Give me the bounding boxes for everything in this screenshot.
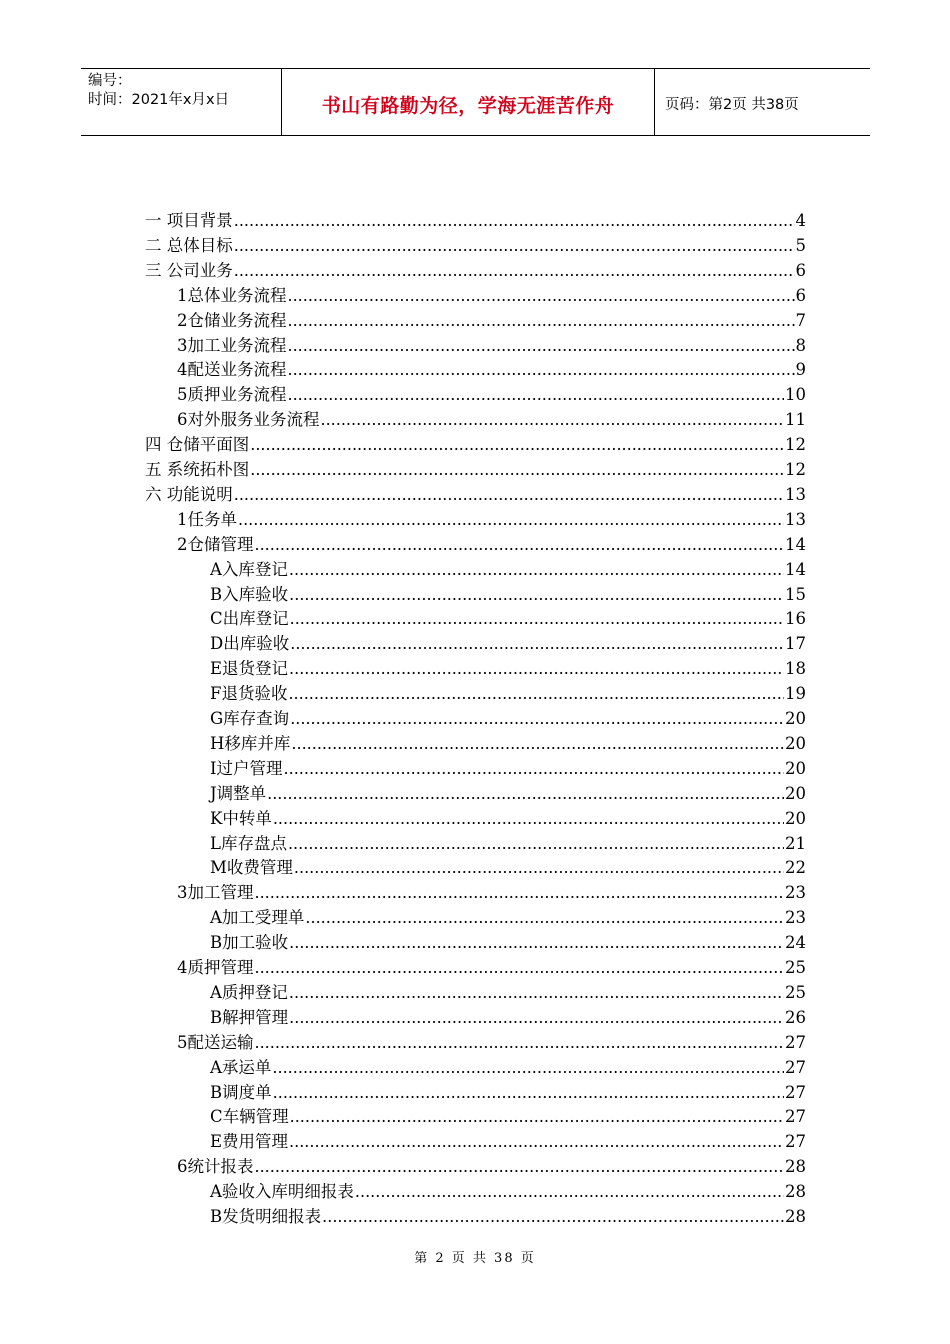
- toc-entry-page: 28: [785, 1182, 806, 1202]
- toc-entry-label: A加工受理单: [210, 908, 305, 928]
- toc-entry-label: 二 总体目标: [145, 235, 233, 255]
- date-label: 时间：2021年x月x日: [88, 92, 230, 108]
- toc-entry[interactable]: [145, 431, 806, 456]
- toc-entry[interactable]: [145, 481, 806, 506]
- toc-entry-page: 16: [785, 609, 806, 629]
- toc-entry-page: 28: [785, 1207, 806, 1226]
- toc-entry[interactable]: [210, 1178, 806, 1203]
- toc-entry[interactable]: [210, 780, 806, 805]
- toc-entry-page: 27: [785, 1057, 806, 1077]
- toc-entry-label: 4配送业务流程: [177, 360, 287, 380]
- toc-entry-page: 21: [785, 833, 806, 853]
- toc-entry-page: 4: [795, 211, 806, 230]
- toc-dot-leader: [272, 1057, 784, 1079]
- toc-dot-leader: [288, 310, 795, 332]
- toc-dot-leader: [290, 708, 784, 730]
- toc-entry-page: 5: [795, 235, 806, 255]
- toc-entry-page: 12: [785, 435, 806, 455]
- toc-entry-page: 6: [795, 260, 806, 280]
- toc-entry-label: K中转单: [210, 808, 272, 828]
- page-footer: 第 2 页 共 38 页: [414, 1251, 536, 1266]
- toc-entry-label: E退货登记: [210, 659, 289, 679]
- toc-entry-label: 四 仓储平面图: [145, 435, 250, 455]
- toc-dot-leader: [288, 335, 795, 357]
- toc-entry-label: 6对外服务业务流程: [177, 410, 320, 430]
- toc-dot-leader: [284, 758, 784, 780]
- toc-dot-leader: [289, 559, 784, 581]
- toc-entry-page: 20: [785, 733, 806, 753]
- toc-dot-leader: [288, 384, 785, 406]
- toc-entry-page: 27: [785, 1132, 806, 1152]
- toc-dot-leader: [288, 683, 784, 705]
- toc-entry-page: 25: [785, 982, 806, 1002]
- toc-entry-label: 5质押业务流程: [177, 385, 287, 405]
- toc-dot-leader: [289, 1131, 784, 1153]
- toc-entry-page: 9: [795, 360, 806, 380]
- toc-entry-page: 13: [785, 484, 806, 504]
- toc-entry-label: G库存查询: [210, 709, 290, 728]
- toc-entry-page: 18: [785, 659, 806, 679]
- toc-entry-page: 22: [785, 858, 806, 878]
- toc-entry[interactable]: [177, 879, 806, 904]
- toc-entry-page: 11: [785, 410, 806, 430]
- toc-entry-label: 1任务单: [177, 509, 237, 529]
- toc-entry[interactable]: [177, 356, 806, 381]
- toc-entry-label: 6统计报表: [177, 1157, 254, 1177]
- toc-entry-page: 12: [785, 460, 806, 479]
- toc-entry[interactable]: [210, 854, 806, 879]
- header-meta: [81, 69, 281, 135]
- toc-entry[interactable]: [210, 1203, 806, 1228]
- toc-entry[interactable]: [177, 506, 806, 531]
- toc-entry-label: 5配送运输: [177, 1032, 254, 1052]
- toc-entry-label: 五 系统拓朴图: [145, 460, 250, 479]
- toc-entry-label: 3加工业务流程: [177, 335, 287, 355]
- toc-entry-label: 1总体业务流程: [177, 285, 287, 305]
- toc-entry-page: 26: [785, 1007, 806, 1027]
- header-motto: 书山有路勤为径，学海无涯苦作舟: [281, 69, 655, 135]
- page-header: [81, 68, 870, 136]
- toc-entry-page: 17: [785, 634, 806, 654]
- toc-entry-page: 19: [785, 684, 806, 704]
- toc-entry-label: 一 项目背景: [145, 211, 233, 230]
- toc-entry[interactable]: [210, 655, 806, 680]
- toc-entry-page: 8: [795, 335, 806, 355]
- toc-entry[interactable]: [210, 904, 806, 929]
- toc-entry[interactable]: [210, 929, 806, 954]
- toc-entry[interactable]: [210, 1103, 806, 1128]
- toc-dot-leader: [234, 484, 784, 506]
- toc-dot-leader: [355, 1181, 784, 1203]
- toc-entry-page: 14: [785, 559, 806, 579]
- toc-entry-page: 23: [785, 883, 806, 903]
- toc-entry-label: I过户管理: [210, 758, 283, 778]
- toc-entry[interactable]: [210, 755, 806, 780]
- toc-dot-leader: [289, 1007, 784, 1029]
- toc-entry[interactable]: [210, 581, 806, 606]
- header-page-info: 页码：第2页 共38页: [665, 96, 799, 113]
- toc-entry-page: 20: [785, 783, 806, 803]
- toc-dot-leader: [322, 1206, 784, 1228]
- toc-entry-page: 20: [785, 808, 806, 828]
- toc-entry-page: 27: [785, 1082, 806, 1102]
- toc-entry-label: A承运单: [210, 1057, 272, 1077]
- toc-entry[interactable]: [210, 830, 806, 855]
- toc-entry-label: 4质押管理: [177, 958, 254, 977]
- toc-entry-label: 2仓储管理: [177, 534, 254, 554]
- toc-entry[interactable]: [177, 282, 806, 307]
- toc-entry[interactable]: [210, 979, 806, 1004]
- toc-entry[interactable]: [210, 730, 806, 755]
- toc-dot-leader: [289, 584, 784, 606]
- toc-entry-page: 15: [785, 584, 806, 604]
- toc-dot-leader: [294, 857, 784, 879]
- toc-dot-leader: [288, 833, 784, 855]
- toc-entry-label: B调度单: [210, 1082, 272, 1102]
- toc-dot-leader: [288, 285, 795, 307]
- toc-dot-leader: [291, 733, 784, 755]
- toc-entry[interactable]: [210, 630, 806, 655]
- toc-dot-leader: [234, 235, 795, 257]
- toc-entry-page: 10: [785, 385, 806, 405]
- toc-entry-page: 24: [785, 933, 806, 953]
- toc-entry-label: B加工验收: [210, 933, 289, 953]
- toc-entry[interactable]: [210, 556, 806, 581]
- toc-entry-page: 28: [785, 1157, 806, 1177]
- toc-entry-page: 27: [785, 1032, 806, 1052]
- toc-entry-label: 2仓储业务流程: [177, 310, 287, 330]
- toc-entry[interactable]: [210, 705, 806, 730]
- toc-entry-label: C出库登记: [210, 609, 289, 629]
- toc-entry[interactable]: [210, 805, 806, 830]
- toc-dot-leader: [290, 1106, 784, 1128]
- toc-dot-leader: [255, 957, 785, 979]
- toc-entry[interactable]: [145, 232, 806, 257]
- toc-entry-label: L库存盘点: [210, 833, 287, 853]
- toc-entry-label: B发货明细报表: [210, 1207, 322, 1226]
- toc-entry-page: 25: [785, 958, 806, 977]
- toc-dot-leader: [255, 1156, 785, 1178]
- toc-dot-leader: [238, 509, 784, 531]
- toc-entry[interactable]: [210, 680, 806, 705]
- toc-entry-label: C车辆管理: [210, 1107, 289, 1127]
- toc-entry-label: D出库验收: [210, 634, 290, 654]
- toc-dot-leader: [290, 608, 784, 630]
- toc-dot-leader: [255, 534, 785, 556]
- toc-entry[interactable]: [145, 456, 806, 481]
- toc-entry-label: 六 功能说明: [145, 484, 233, 504]
- toc-entry[interactable]: [177, 1153, 806, 1178]
- toc-entry[interactable]: [177, 531, 806, 556]
- toc-dot-leader: [289, 658, 784, 680]
- toc-entry-page: 7: [795, 310, 806, 330]
- toc-entry[interactable]: [177, 406, 806, 431]
- toc-dot-leader: [305, 907, 784, 929]
- toc-dot-leader: [234, 260, 795, 282]
- toc-entry-page: 14: [785, 534, 806, 554]
- toc-entry-label: A质押登记: [210, 982, 288, 1002]
- toc-entry-label: J调整单: [210, 783, 267, 803]
- toc-entry-label: B解押管理: [210, 1007, 289, 1027]
- toc-dot-leader: [288, 359, 795, 381]
- toc-dot-leader: [290, 633, 784, 655]
- toc-dot-leader: [267, 783, 784, 805]
- toc-entry-page: 27: [785, 1107, 806, 1127]
- toc-dot-leader: [255, 1032, 785, 1054]
- serial-label: 编号：: [88, 73, 132, 89]
- toc-entry[interactable]: [177, 307, 806, 332]
- toc-dot-leader: [321, 409, 785, 431]
- toc-entry-label: A入库登记: [210, 559, 288, 579]
- toc-entry-label: M收费管理: [210, 858, 293, 878]
- toc-dot-leader: [289, 932, 784, 954]
- toc-entry[interactable]: [210, 1004, 806, 1029]
- toc-entry-label: E费用管理: [210, 1132, 289, 1152]
- toc-entry[interactable]: [177, 381, 806, 406]
- toc-entry-label: F退货验收: [210, 684, 288, 704]
- toc-entry-page: 23: [785, 908, 806, 928]
- toc-dot-leader: [250, 434, 784, 456]
- toc-dot-leader: [273, 808, 784, 830]
- toc-entry-page: 20: [785, 709, 806, 728]
- toc-entry[interactable]: [210, 1128, 806, 1153]
- toc-entry-label: H移库并库: [210, 733, 291, 753]
- toc-entry[interactable]: [177, 332, 806, 357]
- toc-entry[interactable]: [210, 1079, 806, 1104]
- toc-entry-page: 20: [785, 758, 806, 778]
- toc-dot-leader: [255, 882, 785, 904]
- toc-entry[interactable]: [177, 1029, 806, 1054]
- toc-dot-leader: [234, 210, 795, 232]
- toc-entry[interactable]: [210, 1054, 806, 1079]
- toc-entry[interactable]: [145, 207, 806, 232]
- toc-entry[interactable]: [145, 257, 806, 282]
- toc-entry-label: A验收入库明细报表: [210, 1182, 354, 1202]
- toc-entry-label: 三 公司业务: [145, 260, 233, 280]
- toc-entry-page: 6: [795, 285, 806, 305]
- toc-entry-label: B入库验收: [210, 584, 289, 604]
- toc-entry-page: 13: [785, 509, 806, 529]
- toc-entry-label: 3加工管理: [177, 883, 254, 903]
- toc-entry[interactable]: [177, 954, 806, 979]
- toc-dot-leader: [273, 1082, 784, 1104]
- toc-entry[interactable]: [210, 605, 806, 630]
- toc-dot-leader: [250, 459, 784, 481]
- toc-dot-leader: [289, 982, 784, 1004]
